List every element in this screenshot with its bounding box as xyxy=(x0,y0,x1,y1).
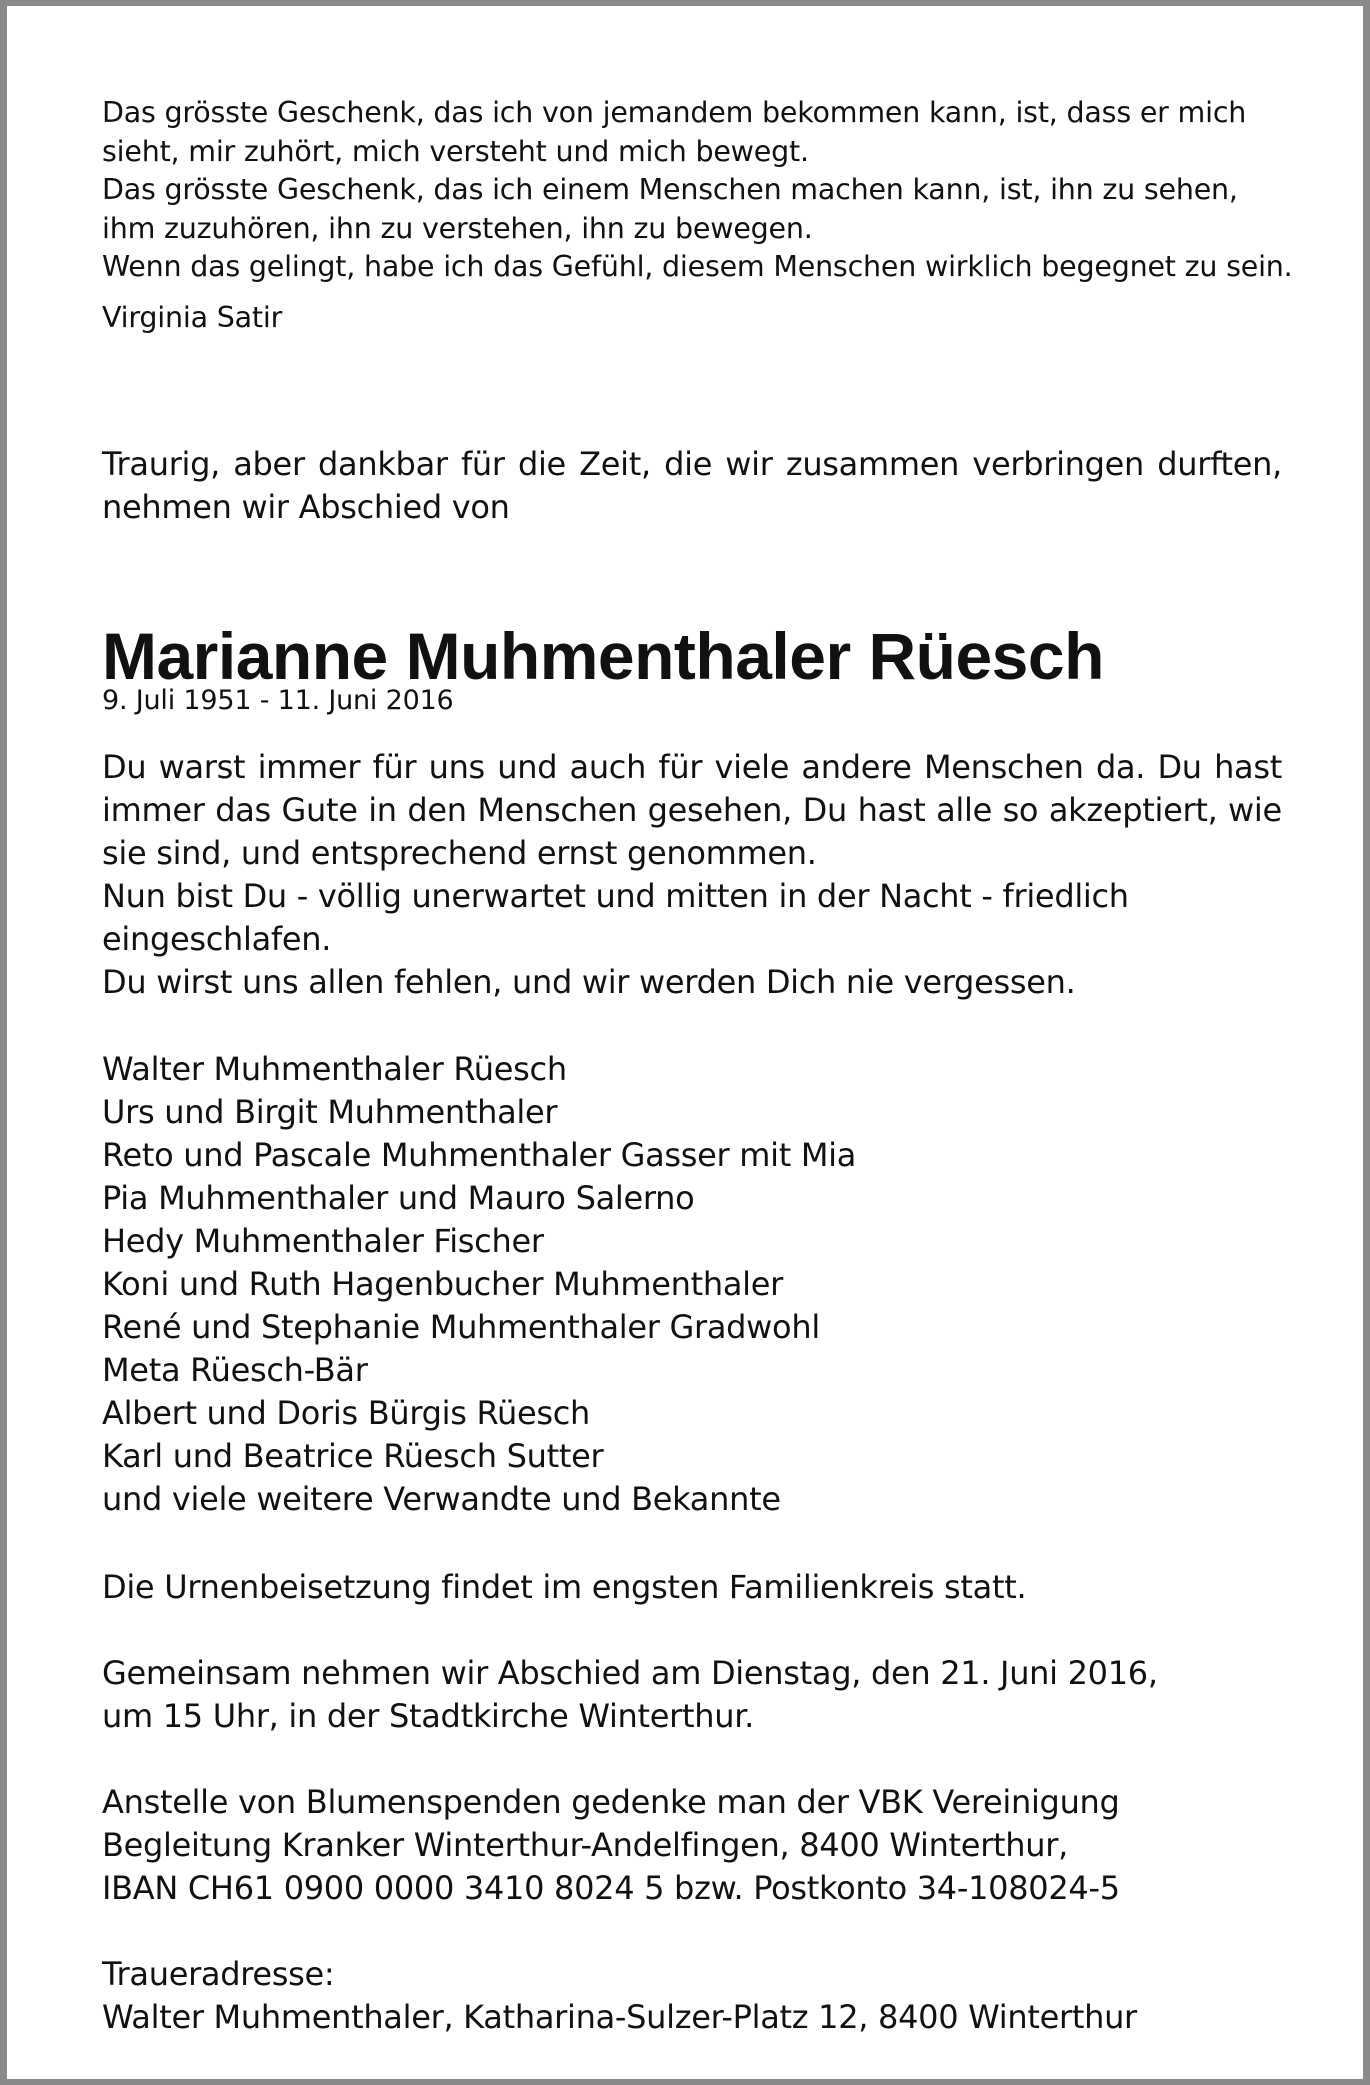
intro-word: die xyxy=(517,445,566,483)
family-member: und viele weitere Verwandte und Bekannte xyxy=(102,1480,781,1518)
family-list xyxy=(102,1048,856,1521)
quote-author: Virginia Satir xyxy=(102,300,283,334)
message-word: Menschen xyxy=(477,791,638,829)
intro-line-2: nehmen wir Abschied von xyxy=(102,488,510,526)
intro-word: verbringen xyxy=(972,445,1145,483)
message-word: für xyxy=(658,748,703,786)
urn-burial-note: Die Urnenbeisetzung findet im engsten Familienkreis statt. xyxy=(102,1568,1027,1606)
message-text xyxy=(102,746,1282,1004)
family-member: René und Stephanie Muhmenthaler Gradwohl xyxy=(102,1308,820,1346)
message-word: und xyxy=(497,748,558,786)
intro-word: Zeit, xyxy=(579,445,651,483)
intro-word: wir xyxy=(725,445,773,483)
message-word: uns xyxy=(428,748,485,786)
quote-line: Wenn das gelingt, habe ich das Gefühl, diesem Menschen wirklich begegnet zu sein. xyxy=(102,250,1293,283)
family-member: Hedy Muhmenthaler Fischer xyxy=(102,1222,544,1260)
message-line-1 xyxy=(102,746,1282,789)
intro-word: für xyxy=(460,445,505,483)
family-member: Reto und Pascale Muhmenthaler Gasser mit Mia xyxy=(102,1136,857,1174)
message-word: warst xyxy=(158,748,246,786)
message-word: viele xyxy=(714,748,790,786)
donation-line: Anstelle von Blumenspenden gedenke man der VBK Vereinigung xyxy=(102,1783,1120,1821)
message-word: akzeptiert, xyxy=(1048,791,1218,829)
message-word: auch xyxy=(569,748,647,786)
message-line-5: eingeschlafen. xyxy=(102,920,332,958)
intro-word: durften, xyxy=(1157,445,1282,483)
family-member: Albert und Doris Bürgis Rüesch xyxy=(102,1394,591,1432)
family-member: Pia Muhmenthaler und Mauro Salerno xyxy=(102,1179,695,1217)
intro-word: die xyxy=(664,445,713,483)
farewell-line: Gemeinsam nehmen wir Abschied am Dienstag, den 21. Juni 2016, xyxy=(102,1654,1158,1692)
family-member: Walter Muhmenthaler Rüesch xyxy=(102,1050,567,1088)
intro-word: zusammen xyxy=(785,445,960,483)
intro-text xyxy=(102,443,1282,529)
address-value: Walter Muhmenthaler, Katharina-Sulzer-Platz 12, 8400 Winterthur xyxy=(102,1998,1137,2036)
message-line-3: sie sind, und entsprechend ernst genommen. xyxy=(102,834,817,872)
message-word: Du xyxy=(802,791,847,829)
message-line-4: Nun bist Du - völlig unerwartet und mitten in der Nacht - friedlich xyxy=(102,877,1129,915)
message-word: gesehen, xyxy=(647,791,793,829)
quote-block xyxy=(102,94,1293,337)
intro-word: Traurig, xyxy=(102,445,221,483)
message-word: alle xyxy=(936,791,992,829)
message-word: für xyxy=(372,748,417,786)
message-line-6: Du wirst uns allen fehlen, und wir werden Dich nie vergessen. xyxy=(102,963,1076,1001)
quote-line: ihm zuzuhören, ihn zu verstehen, ihn zu bewegen. xyxy=(102,211,813,245)
message-word: in xyxy=(368,791,397,829)
message-word: da. xyxy=(1095,748,1146,786)
message-word: Du xyxy=(1157,748,1202,786)
family-member: Meta Rüesch-Bär xyxy=(102,1351,368,1389)
message-word: andere xyxy=(801,748,912,786)
message-word: immer xyxy=(102,791,205,829)
family-member: Urs und Birgit Muhmenthaler xyxy=(102,1093,558,1131)
life-dates: 9. Juli 1951 - 11. Juni 2016 xyxy=(102,685,454,716)
donation-line: IBAN CH61 0900 0000 3410 8024 5 bzw. Postkonto 34-108024-5 xyxy=(102,1869,1120,1907)
intro-word: aber xyxy=(233,445,305,483)
message-word: wie xyxy=(1228,791,1282,829)
donation-info xyxy=(102,1781,1120,1910)
family-member: Koni und Ruth Hagenbucher Muhmenthaler xyxy=(102,1265,783,1303)
address-label: Traueradresse: xyxy=(102,1955,335,1993)
message-word: Gute xyxy=(281,791,358,829)
farewell-info xyxy=(102,1652,1158,1738)
message-word: das xyxy=(215,791,271,829)
quote-line: sieht, mir zuhört, mich versteht und mich bewegt. xyxy=(102,134,809,168)
message-word: Du xyxy=(102,748,147,786)
message-word: hast xyxy=(1214,748,1282,786)
message-word: so xyxy=(1002,791,1039,829)
message-line-2 xyxy=(102,789,1282,832)
intro-line-1 xyxy=(102,443,1282,486)
quote-line: Das grösste Geschenk, das ich von jemandem bekommen kann, ist, dass er mich xyxy=(102,96,1247,129)
mourning-address xyxy=(102,1953,1137,2039)
message-word: immer xyxy=(257,748,361,786)
message-word: den xyxy=(407,791,467,829)
donation-line: Begleitung Kranker Winterthur-Andelfingen, 8400 Winterthur, xyxy=(102,1826,1068,1864)
quote-line: Das grösste Geschenk, das ich einem Menschen machen kann, ist, ihn zu sehen, xyxy=(102,173,1238,206)
message-word: hast xyxy=(857,791,926,829)
deceased-name: Marianne Muhmenthaler Rüesch xyxy=(102,619,1104,694)
intro-word: dankbar xyxy=(318,445,448,483)
family-member: Karl und Beatrice Rüesch Sutter xyxy=(102,1437,604,1475)
farewell-line: um 15 Uhr, in der Stadtkirche Winterthur. xyxy=(102,1697,755,1735)
message-word: Menschen xyxy=(923,748,1084,786)
